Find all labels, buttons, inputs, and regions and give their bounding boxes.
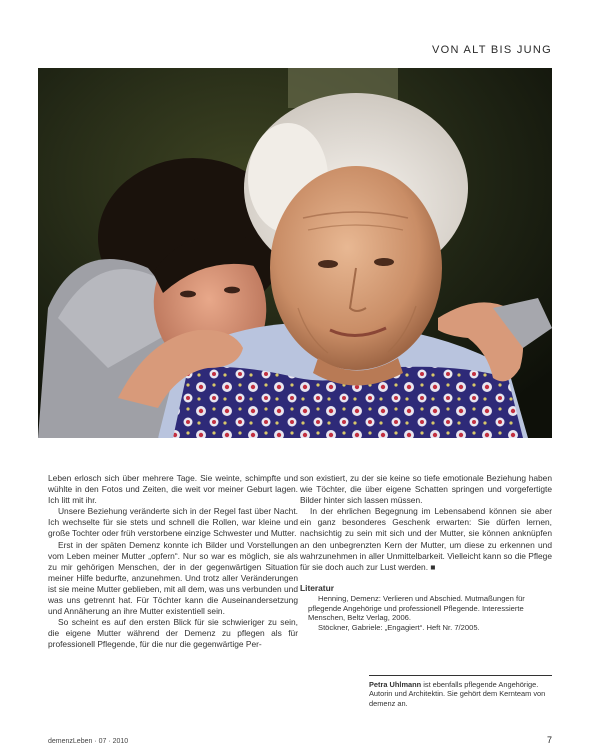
photo xyxy=(38,68,552,438)
literature-heading: Literatur xyxy=(300,582,334,593)
author-info xyxy=(369,680,552,708)
paragraph: son existiert, zu der sie keine so tiefe emotionale Beziehung haben wie Töchter, die über eigene Schatten springen und vorgefertigte Bilder hinter sich lassen müssen. xyxy=(300,473,552,506)
literature-entry: Stöckner, Gabriele: „Engagiert“. Heft Nr. 7/2005. xyxy=(318,622,480,632)
page-number: 7 xyxy=(546,735,552,745)
paragraph: So scheint es auf den ersten Blick für sie schwieriger zu sein, die eigene Mutter während der Demenz zu pflegen als für professionell Pflegende, für die nur die gegenwärtige Per- xyxy=(48,617,298,650)
footer-publication: demenzLeben · 07 · 2010 xyxy=(48,738,129,745)
author-name: Petra Uhlmann xyxy=(369,680,422,689)
photo-mother-daughter xyxy=(38,68,552,438)
article-column-left xyxy=(48,473,298,651)
paragraph: Erst in der späten Demenz konnte ich Bilder und Vorstellungen vom Leben meiner Mutter „opfern“. Nur so war es möglich, sie als zu mir gehörigen Menschen, der in der gegenwärtigen Situation meiner Hilfe bedurfte, anzunehmen. Und trotz aller Veränderungen ist sie meine Mutter geblieben, mit all dem, was uns verbunden und was uns getrennt hat. Für Töchter kann die Auseinandersetzung und Annäherung an ihre Mutter existentiell sein. xyxy=(48,539,298,617)
literature-entry: Henning, Demenz: Verlieren und Abschied. Mutmaßungen für pflegende Angehörige und professionell Pflegende. Interessierte Menschen, Beltz Verlag, 2006. xyxy=(308,593,525,623)
author-description: ist ebenfalls pflegende Angehörige. Autorin und Architektin. Sie gehört dem Kernteam von demenz an. xyxy=(369,680,546,708)
paragraph: Leben erlosch sich über mehrere Tage. Sie weinte, schimpfte und wühlte in den Fotos und Zeiten, die weit vor meiner Geburt lagen. Ich litt mit ihr. xyxy=(48,473,298,506)
paragraph: Unsere Beziehung veränderte sich in der Regel fast über Nacht. Ich wechselte für sie stets und schnell die Rollen, war kleine und große Tochter oder früh verstorbene einzige Schwester und Mutter. xyxy=(48,506,298,539)
paragraph xyxy=(300,506,552,573)
end-mark-icon: ■ xyxy=(430,561,436,572)
author-box xyxy=(369,675,552,708)
article-column-right xyxy=(300,473,552,632)
paragraph-text: In der ehrlichen Begegnung im Lebensabend können sie aber ein ganz besonderes Geschenk erwarten: Sie dürfen lernen, nachsichtig zu sein mit sich und der Mutter, sie können anknüpfen an den unbegrenzten Kern der Mutter, um diese zu erkennen und wahrzunehmen in aller Unmittelbarkeit. Vielleicht kann so die Pflege für sie doch auch zur Lust werden. xyxy=(300,506,552,572)
section-header: VON ALT BIS JUNG xyxy=(431,44,552,56)
